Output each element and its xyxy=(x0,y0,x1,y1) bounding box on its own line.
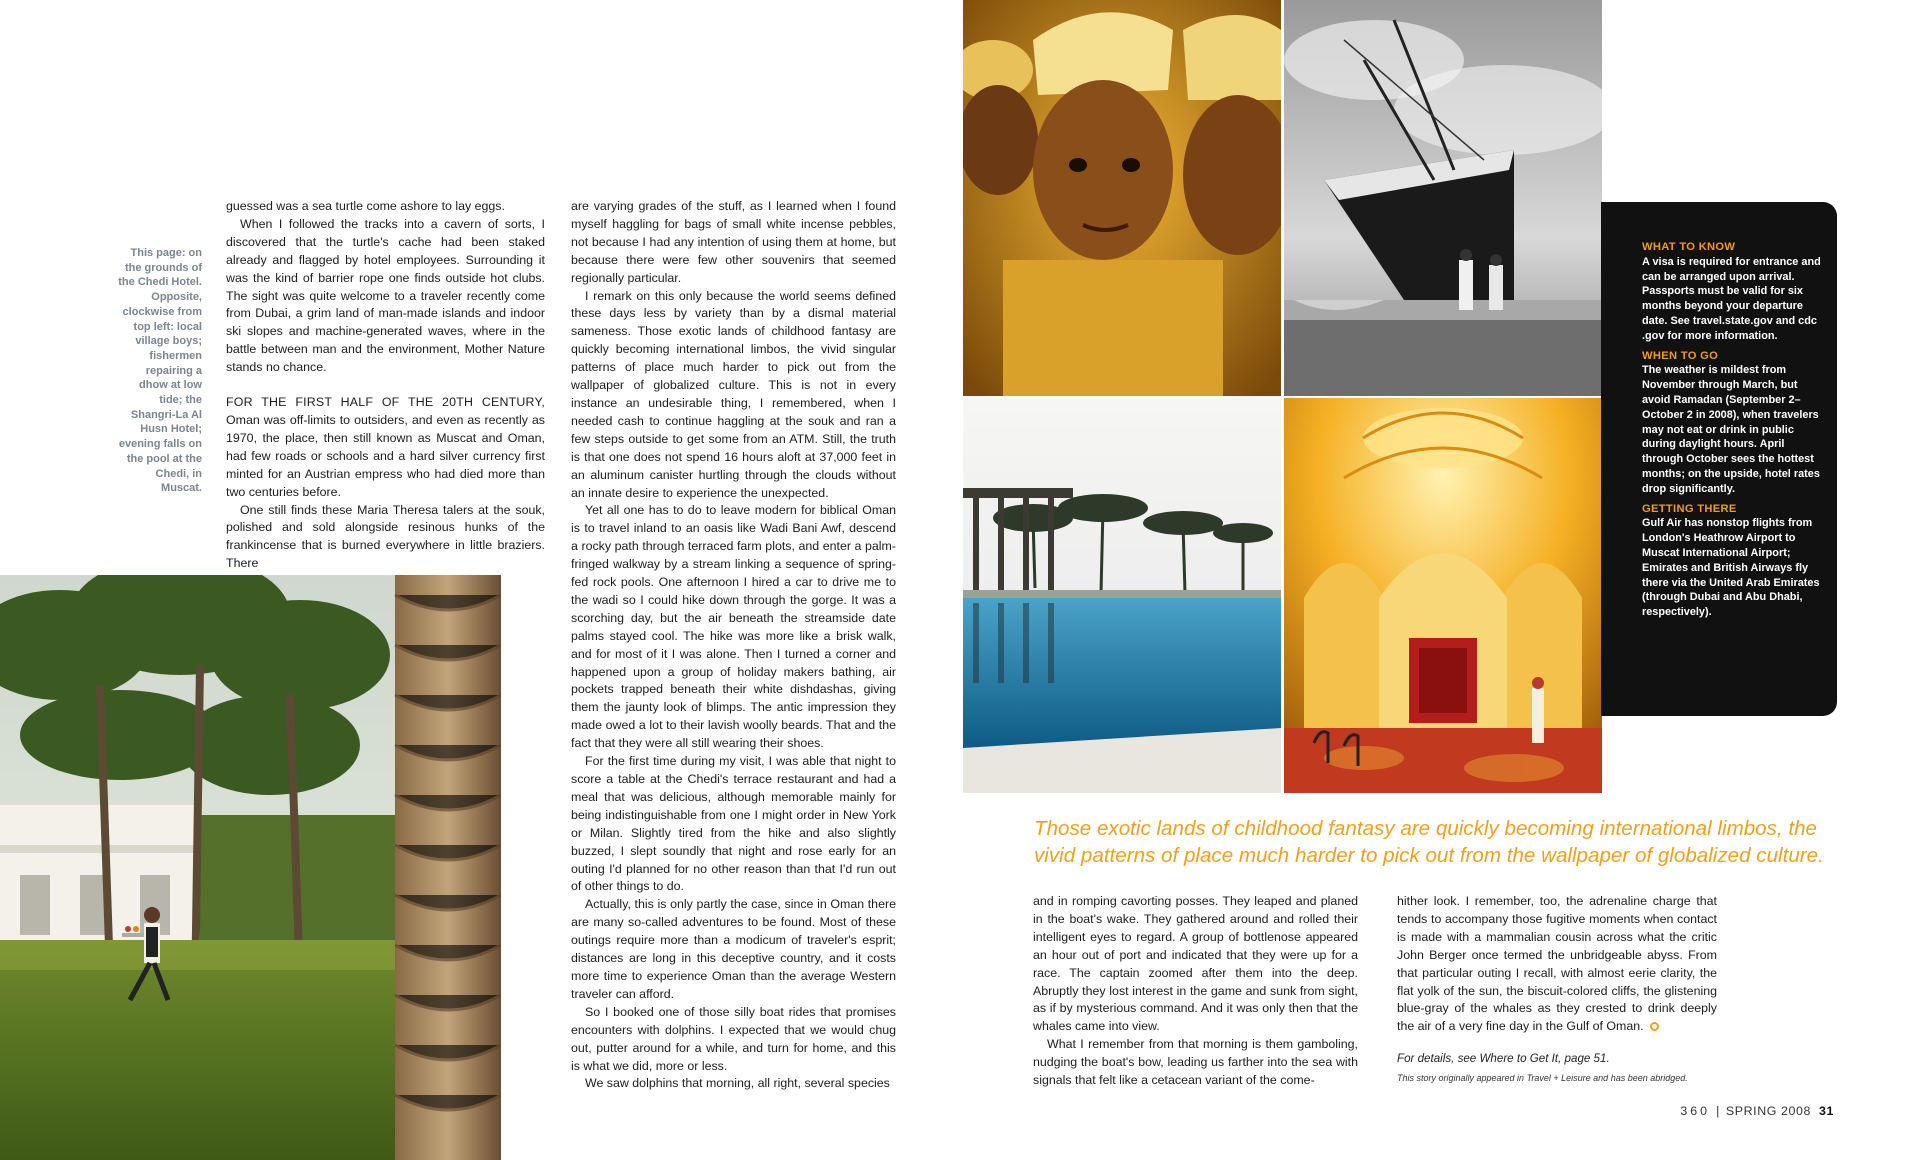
sidebar-body-getting-there: Gulf Air has nonstop flights from London's Heathrow Airport to Muscat International Airport; Emirates and British Airways fly there via the United Arab Emirates (through Dubai and Abu Dhabi, respectively). xyxy=(1642,517,1820,619)
details-reference xyxy=(1397,1052,1610,1065)
abridged-note: This story originally appeared in Travel + Leisure and has been abridged. xyxy=(1397,1073,1688,1083)
village-boys-illustration xyxy=(963,0,1281,396)
fishermen-dhow-photo xyxy=(1284,0,1602,396)
page-number: 31 xyxy=(1819,1104,1834,1118)
paragraph: When I followed the tracks into a cavern of sorts, I discovered that the turtle's cache had been staked already and flagged by hotel employees. Surrounding it was the kind of barrier rope one finds outside hot clubs. The sight was quite welcome to a traveler recently come from Dubai, a grim land of man-made islands and indoor ski slopes and machine-generated waves, where in the battle between man and the environment, Mother Nature stands no chance. xyxy=(226,216,545,375)
sidebar-heading-when-to-go: WHEN TO GO xyxy=(1642,349,1719,362)
paragraph: So I booked one of those silly boat rides that promises encounters with dolphins. I expected that we would chug out, putter around for a while, and turn for home, and this is what we did, more or less. xyxy=(571,1004,896,1073)
details-lead: For details, see xyxy=(1397,1052,1477,1065)
article-column-3 xyxy=(1033,893,1358,1090)
dhow-illustration xyxy=(1284,0,1602,396)
section-lead-in: FOR THE FIRST HALF OF THE 20TH CENTURY, xyxy=(226,395,545,410)
pull-quote: Those exotic lands of childhood fantasy are quickly becoming international limbos, the vivid patterns of place much harder to pick out from the wallpaper of globalized culture. xyxy=(1034,817,1824,867)
chedi-pool-photo xyxy=(963,398,1281,793)
paragraph: I remark on this only because the world seems defined these days less by variety than by a dismal material sameness. Those exotic lands of childhood fantasy are quickly becoming international limbos, the vivid singular patterns of place much harder to pick out from the wallpaper of globalized culture. This is not in every instance an undesirable thing, I remembered, when I needed cash to continue haggling at the souk and ran a few steps outside to get some from an ATM. Still, the truth is that one does not spend 16 hours aloft at 37,000 feet in an aluminum canister hurtling through the clouds without an innate desire to experience the unexpected. xyxy=(571,288,896,500)
issue-label: SPRING 2008 xyxy=(1725,1104,1812,1118)
paragraph-text: Oman was off-limits to outsiders, and even as recently as 1970, the place, then still known as Muscat and Oman, had few roads or schools and a hard silver currency first minted for an Austrian empress who had died more than two centuries before. xyxy=(226,412,545,499)
paragraph: guessed was a sea turtle come ashore to lay eggs. xyxy=(226,199,505,213)
sidebar-heading-getting-there: GETTING THERE xyxy=(1642,502,1737,515)
shangri-la-hotel-photo xyxy=(1284,398,1602,793)
travel-info-sidebar xyxy=(1601,202,1837,716)
article-column-2 xyxy=(571,198,896,1093)
village-boys-photo xyxy=(963,0,1281,396)
details-page: page 51. xyxy=(1564,1052,1610,1065)
paragraph: Yet all one has to do to leave modern for biblical Oman is to travel inland to an oasis like Wadi Bani Awf, descend a rocky path through terraced farm plots, and enter a palm-fringed walkway by a stream linking a sequence of spring-fed rock pools. One afternoon I hired a car to drive me to the wadi so I could hike down through the gorge. It was a scorching day, but the air beneath the streamside date palms stayed cool. The hike was more like a brisk walk, and for most of it I was alone. Then I turned a corner and happened upon a group of holiday makers bathing, air pockets trapped beneath their white dishdashas, giving them the jaunty look of blimps. The antic impression they made owed a lot to their lavish woolly beards. That and the fact that they were all still wearing their shoes. xyxy=(571,503,896,751)
paragraph: What I remember from that morning is them gamboling, nudging the boat's bow, leading us farther into the sea with signals that felt like a cetacean variant of the come- xyxy=(1033,1037,1358,1088)
details-rest: Where to Get It, xyxy=(1476,1052,1565,1065)
chedi-garden-photo xyxy=(0,575,501,1160)
hotel-interior-illustration xyxy=(1284,398,1602,793)
paragraph: are varying grades of the stuff, as I learned when I found myself haggling for bags of small white incense pebbles, not because I had any intention of using them at home, but because there were few other souvenirs that seemed regionally particular. xyxy=(571,199,896,285)
sidebar-heading-what-to-know: WHAT TO KNOW xyxy=(1642,241,1736,253)
folio-separator: | xyxy=(1716,1104,1720,1118)
pool-illustration xyxy=(963,398,1281,793)
magazine-brand: 360 xyxy=(1680,1104,1711,1118)
paragraph xyxy=(1397,893,1717,1036)
end-mark-icon xyxy=(1650,1022,1659,1031)
paragraph: For the first time during my visit, I was able that night to score a table at the Chedi's terrace restaurant and had a meal that was delicious, although memorable mainly for being indistinguishable from one I might order in New York or Milan. Slightly tired from the hike and also slightly buzzed, I slept soundly that night and rose early for an outing I'd planned for no other reason than that I'd run out of other things to do. xyxy=(571,754,896,894)
section-paragraph xyxy=(226,394,545,501)
photo-caption: This page: on the grounds of the Chedi Hotel. Opposite, clockwise from top left: local village boys; fishermen repairing a dhow at low tide; the Shangri-La Al Husn Hotel; evening falls on the pool at the Chedi, in Muscat. xyxy=(118,247,202,495)
article-column-4 xyxy=(1397,893,1717,1036)
sidebar-body-what-to-know: A visa is required for entrance and can be arranged upon arrival. Passports must be valid for six months beyond your departure date. See travel.state.gov and cdc .gov for more information. xyxy=(1642,255,1821,342)
paragraph: One still finds these Maria Theresa talers at the souk, polished and sold alongside resinous hunks of the frankincense that is burned everywhere in little braziers. There xyxy=(226,502,545,571)
sidebar-body-when-to-go: The weather is mildest from November through March, but avoid Ramadan (September 2–October 2 in 2008), when travelers may not eat or drink in public during daylight hours. April through October sees the hottest months; on the upside, hotel rates drop significantly. xyxy=(1642,364,1820,495)
page-folio xyxy=(1680,1104,1834,1118)
chedi-garden-illustration xyxy=(0,575,501,1160)
paragraph: Actually, this is only partly the case, since in Oman there are many so-called adventures to be found. Most of these outings require more than a modicum of traveler's esprit; distances are long in this deceptive country, and it costs more time to experience Oman than the average Western traveler can afford. xyxy=(571,897,896,1001)
paragraph: We saw dolphins that morning, all right, several species xyxy=(585,1076,890,1091)
article-column-1 xyxy=(226,198,545,573)
paragraph-text: hither look. I remember, too, the adrenaline charge that tends to accompany those fugitive moments when contact is made with a mammalian cousin across what the critic John Berger once termed the unbridgeable abyss. From that particular outing I recall, with almost eerie clarity, the flat yolk of the sun, the biscuit-colored cliffs, the glistening blue-gray of the whales as they crested to drink deeply the air of a very fine day in the Gulf of Oman. xyxy=(1397,894,1717,1034)
paragraph: and in romping cavorting posses. They leaped and planed in the boat's wake. They gathered around and rolled their intelligent eyes to regard. A group of bottlenose appeared an hour out of port and indicated that they were up for a race. The captain zoomed after them into the deep. Abruptly they lost interest in the game and sunk from sight, as if by mysterious command. And it was only then that the whales came into view. xyxy=(1033,894,1358,1034)
